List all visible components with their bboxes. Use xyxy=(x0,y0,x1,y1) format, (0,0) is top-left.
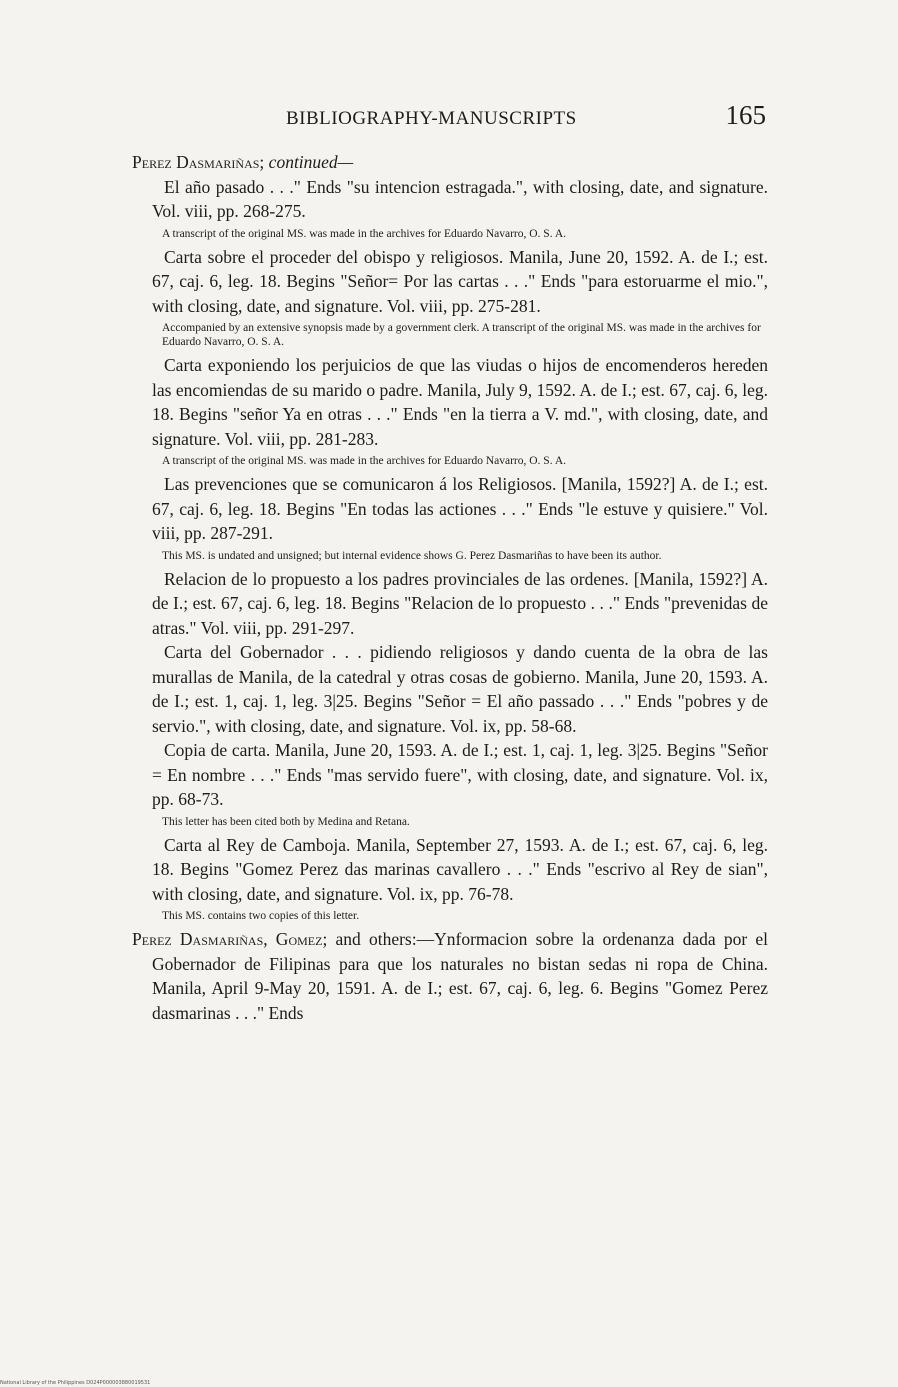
entry: Carta exponiendo los perjuicios de que las viudas o hijos de encomenderos hereden las encomiendas de su marido o padre. Manila, July 9, 1592. A. de I.; est. 67, caj. 6, leg. 18. Begins "señor Ya en otras . . ." Ends "en la tierra a V. md.", with closing, date, and signature. Vol. viii, pp. 281-283. xyxy=(152,355,768,449)
author-heading xyxy=(132,927,768,1025)
author-name: Perez Dasmariñas, Gomez; xyxy=(132,929,328,949)
bibliography-content xyxy=(132,150,768,1025)
author-heading xyxy=(132,150,768,175)
page-number: 165 xyxy=(725,100,766,130)
entry-note: Accompanied by an extensive synopsis made by a government clerk. A transcript of the original MS. was made in the archives for Eduardo Navarro, O. S. A. xyxy=(162,322,761,348)
entry-note: A transcript of the original MS. was made in the archives for Eduardo Navarro, O. S. A. xyxy=(162,227,566,240)
running-title: BIBLIOGRAPHY-MANUSCRIPTS xyxy=(286,108,577,129)
entry-note: A transcript of the original MS. was made in the archives for Eduardo Navarro, O. S. A. xyxy=(162,455,566,467)
running-head xyxy=(286,100,766,131)
entry: Carta del Gobernador . . . pidiendo religiosos y dando cuenta de la obra de las murallas de Manila, de la catedral y otras cosas de gobierno. Manila, June 20, 1593. A. de I.; est. 1, caj. 1, leg. 3|25. Begins "Señor = El año passado . . ." Ends "pobres y de servio.", with closing, date, and signature. Vol. ix, pp. 58-68. xyxy=(152,642,768,736)
continued-label: continued— xyxy=(268,152,354,172)
entry: Las prevenciones que se comunicaron á los Religiosos. [Manila, 1592?] A. de I.; est. 67, caj. 6, leg. 18. Begins "En todas las actiones . . ." Ends "le estuve y quisiere." Vol. viii, pp. 287-291. xyxy=(152,474,768,543)
entry-note: This MS. contains two copies of this letter. xyxy=(162,910,360,922)
entry: El año pasado . . ." Ends "su intencion estragada.", with closing, date, and signature. Vol. viii, pp. 268-275. xyxy=(152,176,768,221)
entry: Carta al Rey de Camboja. Manila, September 27, 1593. A. de I.; est. 67, caj. 6, leg. 18. Begins "Gomez Perez das marinas cavallero . . ." Ends "escrivo al Rey de sian", with closing, date, and signature. Vol. ix, pp. 76-78. xyxy=(152,834,768,904)
entry-note: This letter has been cited both by Medina and Retana. xyxy=(162,815,410,828)
entry-note: This MS. is undated and unsigned; but internal evidence shows G. Perez Dasmariñas to have been its author. xyxy=(162,549,662,562)
author-name: Perez Dasmariñas; xyxy=(132,152,265,172)
entry-text: and others:—Ynformacion sobre la ordenanza dada por el Gobernador de Filipinas para que los naturales no bistan sedas ni ropa de China. Manila, April 9-May 20, 1591. A. de I.; est. 67, caj. 6, leg. 6. Begins "Gomez Perez dasmarinas . . ." Ends xyxy=(152,929,769,1023)
entry: Relacion de lo propuesto a los padres provinciales de las ordenes. [Manila, 1592?] A. de I.; est. 67, caj. 6, leg. 18. Begins "Relacion de lo propuesto . . ." Ends "prevenidas de atras." Vol. viii, pp. 291-297. xyxy=(152,568,768,638)
entry: Carta sobre el proceder del obispo y religiosos. Manila, June 20, 1592. A. de I.; est. 67, caj. 6, leg. 18. Begins "Señor= Por las cartas . . ." Ends "para estoruarme el mio.", with closing, date, and signature. Vol. viii, pp. 275-281. xyxy=(152,246,768,316)
entry: Copia de carta. Manila, June 20, 1593. A. de I.; est. 1, caj. 1, leg. 3|25. Begins "Señor = En nombre . . ." Ends "mas servido fuere", with closing, date, and signature. Vol. ix, pp. 68-73. xyxy=(152,740,768,809)
scan-footer: National Library of the Philippines D024P000003880019531 xyxy=(0,1380,151,1386)
